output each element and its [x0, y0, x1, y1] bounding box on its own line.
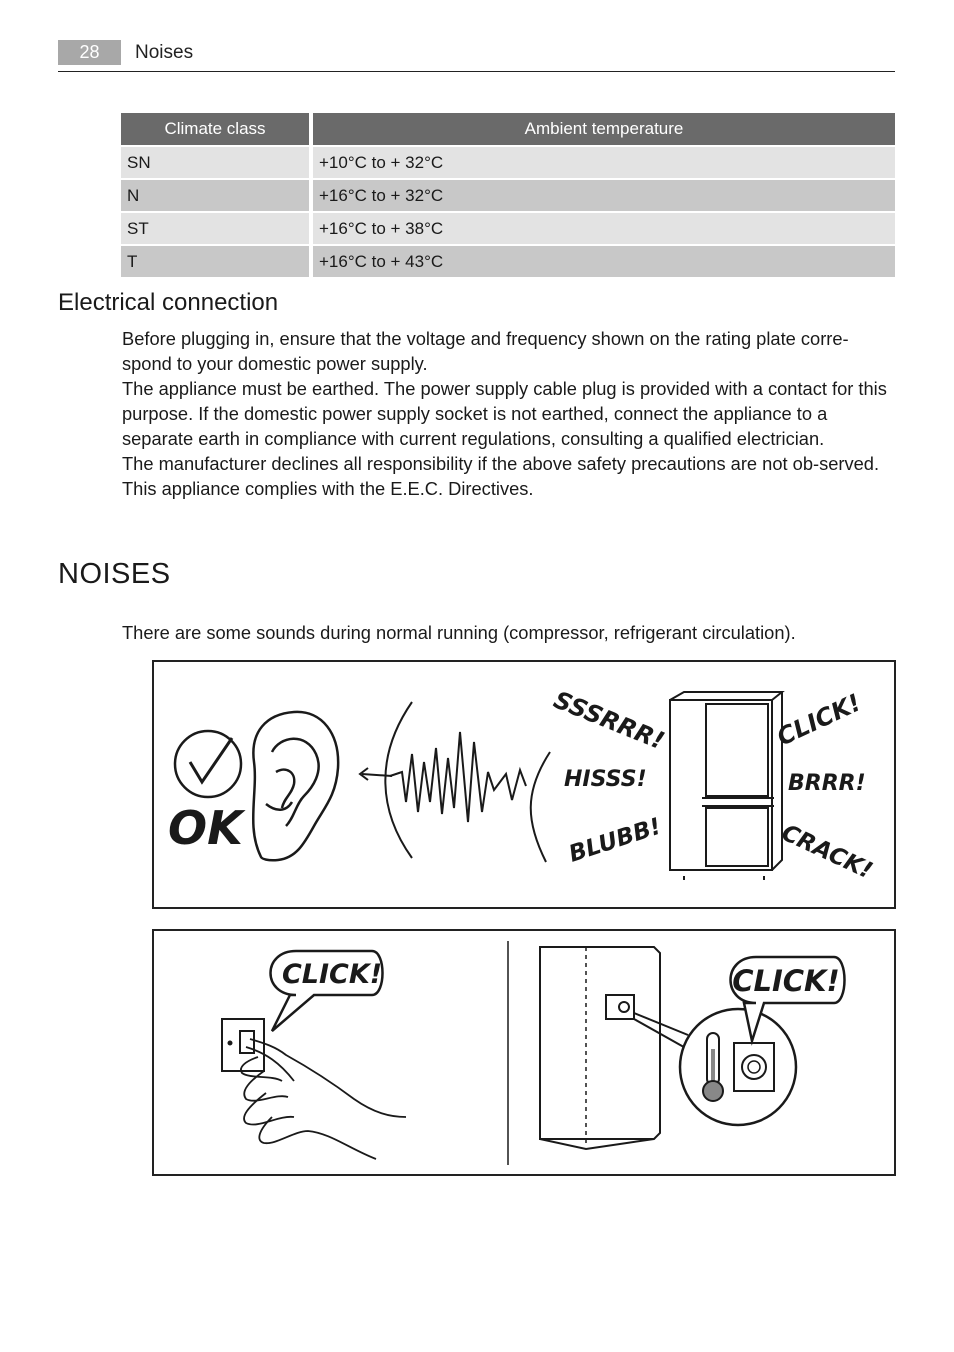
climate-class-cell: SN	[121, 147, 313, 178]
page-number: 28	[58, 40, 121, 65]
noise-word-sssrrr: SSSRRR!	[549, 685, 669, 756]
table-row	[121, 147, 895, 178]
thermostat-detail-icon	[680, 1009, 796, 1125]
table-row	[121, 213, 895, 244]
click-illustration	[152, 929, 896, 1176]
page-header	[58, 40, 895, 72]
table-row	[121, 246, 895, 277]
climate-class-table	[121, 111, 895, 279]
paragraph: This appliance complies with the E.E.C. Directives.	[122, 478, 534, 499]
noise-word-crack: CRACK!	[777, 819, 877, 885]
header-title: Noises	[135, 42, 194, 63]
column-header-climate-class: Climate class	[121, 113, 313, 145]
temperature-cell: +10°C to + 32°C	[313, 147, 895, 178]
speech-bubble-left	[271, 951, 383, 1031]
column-header-ambient-temperature: Ambient temperature	[313, 113, 895, 145]
climate-class-cell: N	[121, 180, 313, 211]
temperature-cell: +16°C to + 38°C	[313, 213, 895, 244]
checkmark-icon	[175, 731, 241, 797]
noises-intro-text: There are some sounds during normal running (compressor, refrigerant circulation).	[122, 622, 796, 643]
noise-word-brrr: BRRR!	[788, 771, 866, 796]
noises-illustration	[152, 660, 896, 909]
table-row	[121, 180, 895, 211]
sound-wave-icon	[360, 702, 550, 862]
paragraph: The manufacturer declines all responsibility if the above safety precautions are not ob-served.	[122, 453, 880, 474]
climate-class-cell: ST	[121, 213, 313, 244]
paragraph: Before plugging in, ensure that the voltage and frequency shown on the rating plate corre-spond to your domestic power supply.	[122, 328, 849, 374]
noises-heading: NOISES	[58, 558, 171, 590]
hand-icon	[241, 1039, 406, 1159]
noise-word-hisss: HISSS!	[564, 767, 647, 792]
click-bubble-right-text: CLICK!	[732, 964, 840, 998]
fridge-icon	[670, 692, 782, 880]
climate-class-cell: T	[121, 246, 313, 277]
ear-icon	[253, 712, 338, 860]
temperature-cell: +16°C to + 32°C	[313, 180, 895, 211]
thermometer-icon	[703, 1033, 723, 1101]
fridge-icon	[540, 947, 698, 1149]
electrical-connection-heading: Electrical connection	[58, 289, 279, 316]
wall-switch-icon	[222, 1019, 264, 1071]
click-bubble-left-text: CLICK!	[281, 959, 383, 990]
paragraph: The appliance must be earthed. The power supply cable plug is provided with a contact for this purpose. If the domestic power supply socket is not earthed, connect the appliance to a separate earth in compliance with current regulations, consulting a qualified electrician.	[122, 378, 887, 449]
noise-word-click: CLICK!	[772, 688, 866, 752]
temperature-cell: +16°C to + 43°C	[313, 246, 895, 277]
noise-word-blubb: BLUBB!	[565, 813, 665, 868]
ok-label: OK	[168, 801, 243, 855]
electrical-connection-text	[122, 326, 897, 501]
